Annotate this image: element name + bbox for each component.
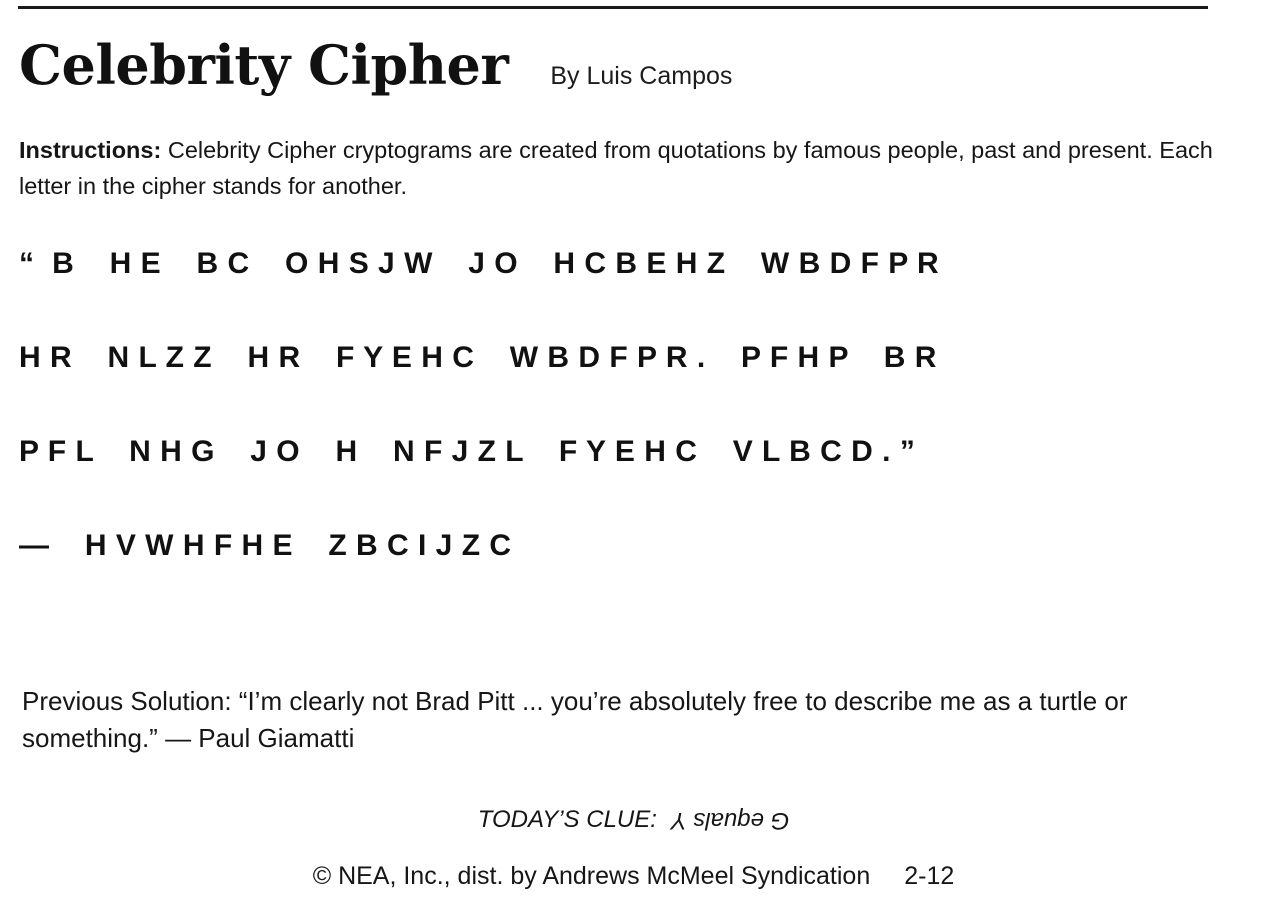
- instructions-label: Instructions:: [19, 137, 162, 163]
- instructions: [19, 133, 1219, 204]
- clue-label: TODAY’S CLUE:: [477, 806, 657, 833]
- cipher-line: H R N L Z Z H R F Y E H C W B D F P R . P F H P B R: [19, 341, 937, 374]
- author-byline: By Luis Campos: [550, 62, 733, 90]
- cipher-line: P F L N H G J O H N F J Z L F Y E H C V L B C D . ”: [19, 435, 916, 468]
- copyright-notice: © NEA, Inc., dist. by Andrews McMeel Syndication: [312, 862, 871, 890]
- cipher-line: — H V W H F H E Z B C I J Z C: [19, 529, 512, 562]
- previous-solution-label: Previous Solution:: [22, 686, 232, 716]
- previous-solution-text: “I’m clearly not Brad Pitt ... you’re absolutely free to describe me as a turtle or something.” — Paul Giamatti: [22, 686, 1128, 753]
- cipher-line: “ B H E B C O H S J W J O H C B E H Z W B D F P R: [19, 247, 940, 280]
- instructions-text: Celebrity Cipher cryptograms are created from quotations by famous people, past and present. Each letter in the cipher stands for another.: [19, 137, 1213, 199]
- previous-solution: [22, 683, 1142, 757]
- todays-clue: [0, 806, 1267, 834]
- footer: [0, 862, 1267, 891]
- publication-date: 2-12: [904, 862, 955, 890]
- page-title: Celebrity Cipher: [19, 33, 509, 97]
- cipher-puzzle: [19, 247, 1239, 623]
- header: [19, 33, 1219, 97]
- clue-answer-inverted: G equals Y: [670, 807, 790, 834]
- top-divider: [18, 6, 1208, 9]
